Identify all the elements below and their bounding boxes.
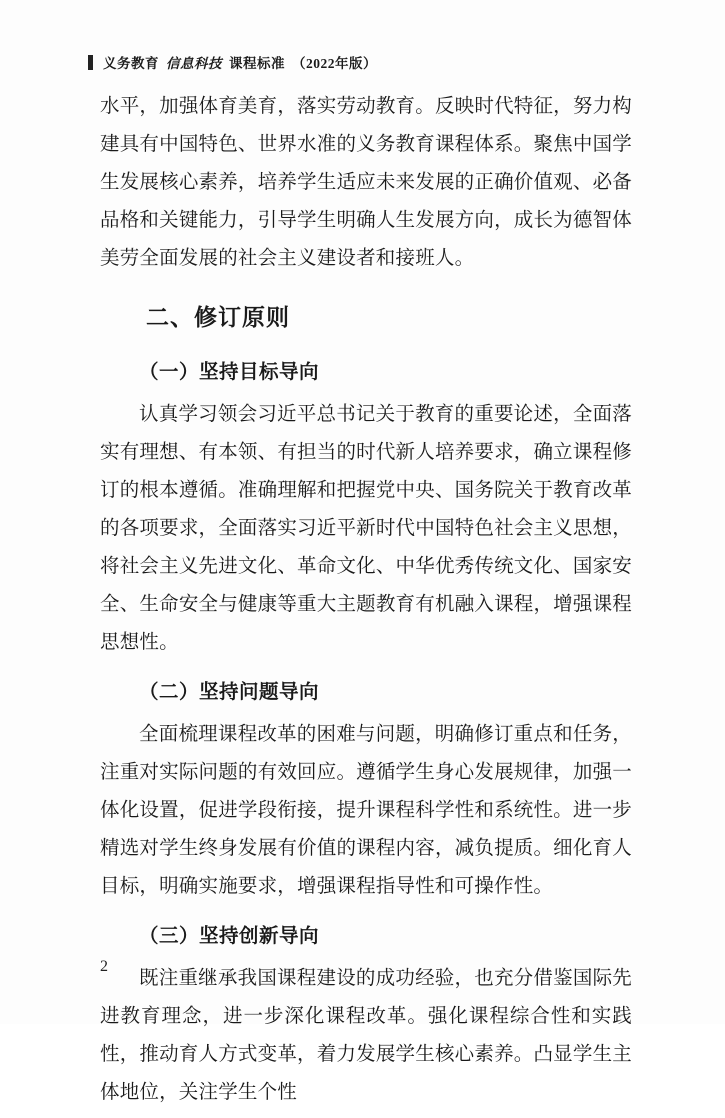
subsection-three <box>100 918 632 1112</box>
header-segment-edition: （2022年版） <box>292 56 377 71</box>
intro-paragraph: 水平，加强体育美育，落实劳动教育。反映时代特征，努力构建具有中国特色、世界水准的义务教育课程体系。聚焦中国学生发展核心素养，培养学生适应未来发展的正确价值观、必备品格和关键能力，引导学生明确人生发展方向，成长为德智体美劳全面发展的社会主义建设者和接班人。 <box>100 96 632 269</box>
section-title: 二、修订原则 <box>146 305 290 330</box>
subsection-title-three: （三）坚持创新导向 <box>139 926 320 947</box>
subsection-title-two: （二）坚持问题导向 <box>139 682 320 703</box>
page-content <box>100 88 632 1118</box>
running-header <box>88 52 637 72</box>
subsection-title-one: （一）坚持目标导向 <box>139 362 320 383</box>
section-heading-wrap <box>100 298 632 338</box>
subsection-paragraph-one: 认真学习领会习近平总书记关于教育的重要论述，全面落实有理想、有本领、有担当的时代新人培养要求，确立课程修订的根本遵循。准确理解和把握党中央、国务院关于教育改革的各项要求，全面落实习近平新时代中国特色社会主义思想，将社会主义先进文化、革命文化、中华优秀传统文化、国家安全、生命安全与健康等重大主题教育有机融入课程，增强课程思想性。 <box>100 404 632 653</box>
subsection-two <box>100 674 632 906</box>
subsection-paragraph-three: 既注重继承我国课程建设的成功经验，也充分借鉴国际先进教育理念，进一步深化课程改革。强化课程综合性和实践性，推动育人方式变革，着力发展学生核心素养。凸显学生主体地位，关注学生个性 <box>100 968 632 1103</box>
subsection-one <box>100 354 632 662</box>
header-segment-discipline: 信息科技 <box>166 56 222 71</box>
page-number: 2 <box>100 958 108 975</box>
subsection-paragraph-two: 全面梳理课程改革的困难与问题，明确修订重点和任务，注重对实际问题的有效回应。遵循学生身心发展规律，加强一体化设置，促进学段衔接，提升课程科学性和系统性。进一步精选对学生终身发展有价值的课程内容，减负提质。细化育人目标，明确实施要求，增强课程指导性和可操作性。 <box>100 724 632 897</box>
header-segment-subject: 义务教育 <box>103 56 159 71</box>
header-segment-doctype: 课程标准 <box>229 56 285 71</box>
header-marker-icon <box>88 55 93 70</box>
